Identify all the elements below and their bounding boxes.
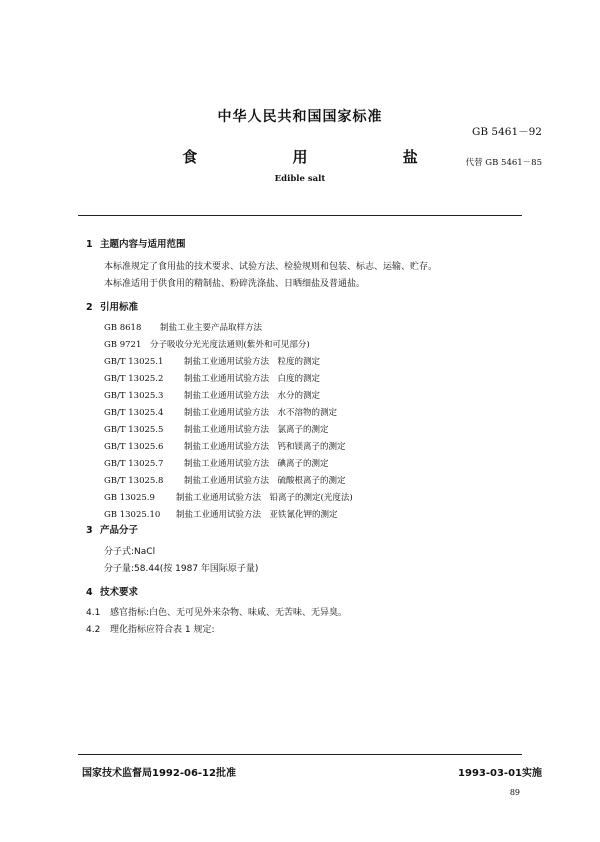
reference-code: GB 9721 [104,340,142,350]
requirement-number: 4.2 [86,625,101,635]
reference-item [104,508,338,520]
requirement-item [86,622,214,635]
page-number: 89 [509,788,520,797]
reference-item [104,321,262,333]
reference-item [104,338,310,350]
reference-code: GB/T 13025.5 [104,425,164,435]
reference-title: 制盐工业通用试验方法 硫酸根离子的测定 [184,476,346,486]
reference-title: 制盐工业通用试验方法 碘离子的测定 [184,459,329,469]
approval-line: 国家技术监督局1992-06-12批准 [82,768,236,779]
effective-date: 1993-03-01实施 [458,768,542,779]
reference-title: 制盐工业通用试验方法 亚铁氰化钾的测定 [176,510,338,520]
document-title: 食 用 盐 [182,148,450,166]
requirement-item [86,605,347,618]
top-divider [78,215,522,216]
reference-item [104,440,346,452]
reference-code: GB 8618 [104,323,142,333]
section-1-para-2: 本标准适用于供食用的精制盐、粉碎洗涤盐、日晒细盐及普通盐。 [104,279,366,289]
section-4-heading [86,584,138,598]
reference-code: GB/T 13025.6 [104,442,164,452]
reference-item [104,355,320,367]
reference-title: 制盐工业通用试验方法 钙和镁离子的测定 [184,442,346,452]
section-number: 1 [86,239,93,250]
section-title: 技术要求 [100,587,139,598]
reference-item [104,457,329,469]
reference-item [104,474,346,486]
reference-code: GB/T 13025.3 [104,391,164,401]
reference-item [104,406,337,418]
molecular-formula: 分子式:NaCl [104,547,156,557]
reference-code: GB 13025.9 [104,493,155,503]
section-title: 产品分子 [100,525,139,536]
reference-code: GB/T 13025.4 [104,408,164,418]
requirement-text: 理化指标应符合表 1 规定: [110,625,215,635]
section-title: 引用标准 [100,302,139,313]
reference-title: 制盐工业通用试验方法 水分的测定 [184,391,321,401]
reference-title: 制盐工业通用试验方法 白度的测定 [184,374,321,384]
reference-code: GB/T 13025.2 [104,374,164,384]
reference-item [104,389,320,401]
requirement-number: 4.1 [86,608,101,618]
replaces-note: 代替 GB 5461－85 [465,158,542,168]
reference-title: 制盐工业主要产品取样方法 [160,323,263,333]
section-1-heading [86,236,186,250]
section-title: 主题内容与适用范围 [100,239,186,250]
section-3-heading [86,522,138,536]
section-1-para-1: 本标准规定了食用盐的技术要求、试验方法、检验规则和包装、标志、运输、贮存。 [104,262,438,272]
reference-title: 制盐工业通用试验方法 水不溶物的测定 [184,408,338,418]
standard-number: GB 5461－92 [471,126,542,138]
reference-item [104,423,329,435]
reference-item [104,491,353,503]
reference-code: GB 13025.10 [104,510,161,520]
molecular-weight: 分子量:58.44(按 1987 年国际原子量) [104,564,259,574]
reference-code: GB/T 13025.7 [104,459,164,469]
section-number: 3 [86,525,93,536]
reference-item [104,372,320,384]
standard-title: 中华人民共和国国家标准 [217,109,383,125]
reference-title: 制盐工业通用试验方法 粒度的测定 [184,357,321,367]
section-number: 4 [86,587,93,598]
section-2-heading [86,299,138,313]
reference-code: GB/T 13025.8 [104,476,164,486]
reference-title: 制盐工业通用试验方法 铅离子的测定(光度法) [176,493,353,503]
bottom-divider [78,754,522,755]
section-number: 2 [86,302,93,313]
requirement-text: 感官指标:白色、无可见外来杂物、味咸、无苦味、无异臭。 [110,608,348,618]
reference-title: 分子吸收分光光度法通则(紫外和可见部分) [150,340,310,350]
reference-code: GB/T 13025.1 [104,357,164,367]
english-title: Edible salt [274,174,326,184]
reference-title: 制盐工业通用试验方法 氯离子的测定 [184,425,329,435]
